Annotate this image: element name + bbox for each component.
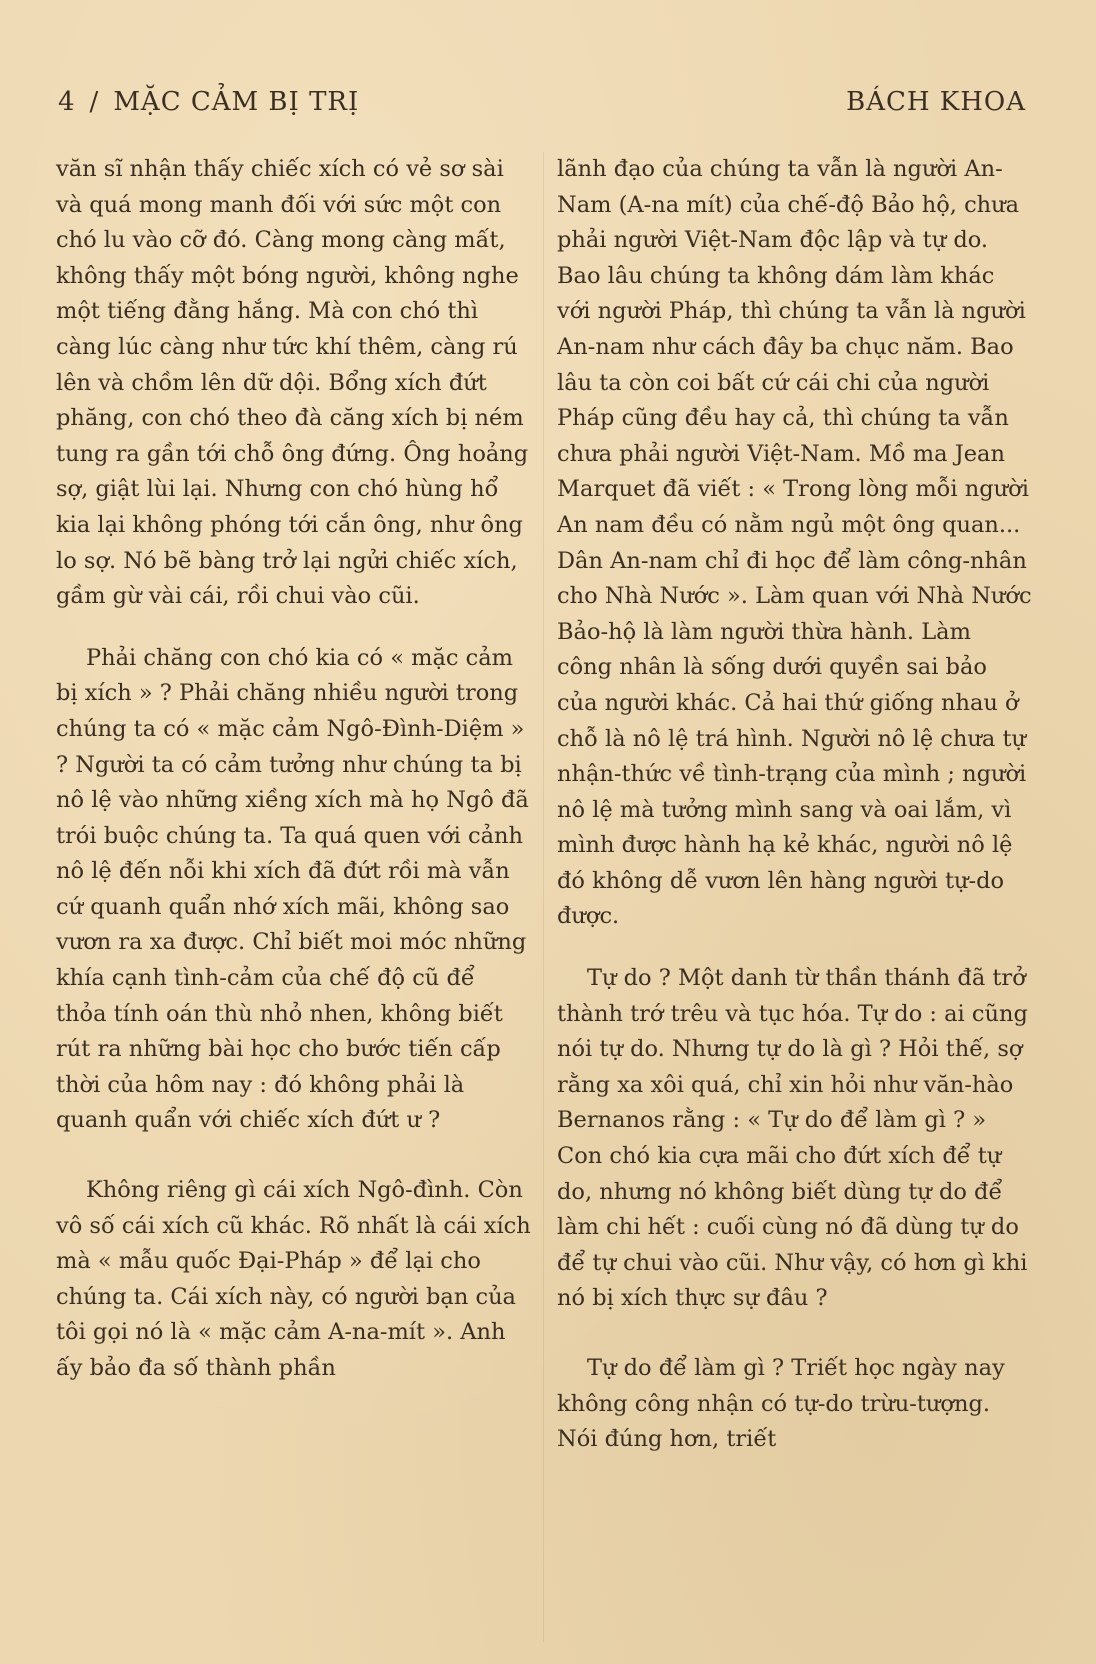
left-paragraph-2: Phải chăng con chó kia có « mặc cảm bị xích » ? Phải chăng nhiều người trong chúng ta có « mặc cảm Ngô-Đình-Diệm » ? Người ta có cảm tưởng như chúng ta bị nô lệ vào những xiềng xích mà họ Ngô đã trói buộc chúng ta. Ta quá quen với cảnh nô lệ đến nỗi khi xích đã đứt rồi mà vẫn cứ quanh quẩn nhớ xích mãi, không sao vươn ra xa được. Chỉ biết moi móc những khía cạnh tình-cảm của chế độ cũ để thỏa tính oán thù nhỏ nhen, không biết rút ra những bài học cho bước tiến cấp thời của hôm nay : đó không phải là quanh quẩn với chiếc xích đứt ư ? xyxy=(56,644,529,1134)
right-column xyxy=(557,152,1033,1458)
page-number: 4 xyxy=(58,87,76,117)
header-left xyxy=(58,87,359,117)
page-header xyxy=(58,82,1026,122)
column-divider xyxy=(543,152,544,1642)
header-separator: / xyxy=(89,87,100,117)
left-column xyxy=(56,152,532,1387)
left-paragraph-1: văn sĩ nhận thấy chiếc xích có vẻ sơ sài và quá mong manh đối với sức một con chó lu vào cỡ đó. Càng mong càng mất, không thấy một bóng người, không nghe một tiếng đằng hắng. Mà con chó thì càng lúc càng như tức khí thêm, càng rú lên và chồm lên dữ dội. Bổng xích đứt phăng, con chó theo đà căng xích bị ném tung ra gần tới chỗ ông đứng. Ông hoảng sợ, giật lùi lại. Nhưng con chó hùng hổ kia lại không phóng tới cắn ông, như ông lo sợ. Nó bẽ bàng trở lại ngửi chiếc xích, gầm gừ vài cái, rồi chui vào cũi. xyxy=(56,156,529,610)
right-paragraph-1: lãnh đạo của chúng ta vẫn là người An-Nam (A-na mít) của chế-độ Bảo hộ, chưa phải người Việt-Nam độc lập và tự do. Bao lâu chúng ta không dám làm khác với người Pháp, thì chúng ta vẫn là người An-nam như cách đây ba chục năm. Bao lâu ta còn coi bất cứ cái chi của người Pháp cũng đều hay cả, thì chúng ta vẫn chưa phải người Việt-Nam. Mồ ma Jean Marquet đã viết : « Trong lòng mỗi người An nam đều có nằm ngủ một ông quan... Dân An-nam chỉ đi học để làm công-nhân cho Nhà Nước ». Làm quan với Nhà Nước Bảo-hộ là làm người thừa hành. Làm công nhân là sống dưới quyền sai bảo của người khác. Cả hai thứ giống nhau ở chỗ là nô lệ trá hình. Người nô lệ chưa tự nhận-thức về tình-trạng của mình ; người nô lệ mà tưởng mình sang và oai lắm, vì mình được hành hạ kẻ khác, người nô lệ đó không dễ vươn lên hàng người tự-do được. xyxy=(557,156,1032,930)
right-paragraph-3: Tự do để làm gì ? Triết học ngày nay không công nhận có tự-do trừu-tượng. Nói đúng hơn, triết xyxy=(557,1355,1005,1453)
left-paragraph-3: Không riêng gì cái xích Ngô-đình. Còn vô số cái xích cũ khác. Rõ nhất là cái xích mà « mẫu quốc Đại-Pháp » để lại cho chúng ta. Cái xích này, có người bạn của tôi gọi nó là « mặc cảm A-na-mít ». Anh ấy bảo đa số thành phần xyxy=(56,1177,531,1381)
article-title: MẶC CẢM BỊ TRỊ xyxy=(113,87,360,117)
magazine-name: BÁCH KHOA xyxy=(846,87,1026,117)
right-paragraph-2: Tự do ? Một danh từ thần thánh đã trở thành trớ trêu và tục hóa. Tự do : ai cũng nói tự do. Nhưng tự do là gì ? Hỏi thế, sợ rằng xa xôi quá, chỉ xin hỏi như văn-hào Bernanos rằng : « Tự do để làm gì ? » Con chó kia cựa mãi cho đứt xích để tự do, nhưng nó không biết dùng tự do để làm chi hết : cuối cùng nó đã dùng tự do để tự chui vào cũi. Như vậy, có hơn gì khi nó bị xích thực sự đâu ? xyxy=(557,965,1028,1312)
